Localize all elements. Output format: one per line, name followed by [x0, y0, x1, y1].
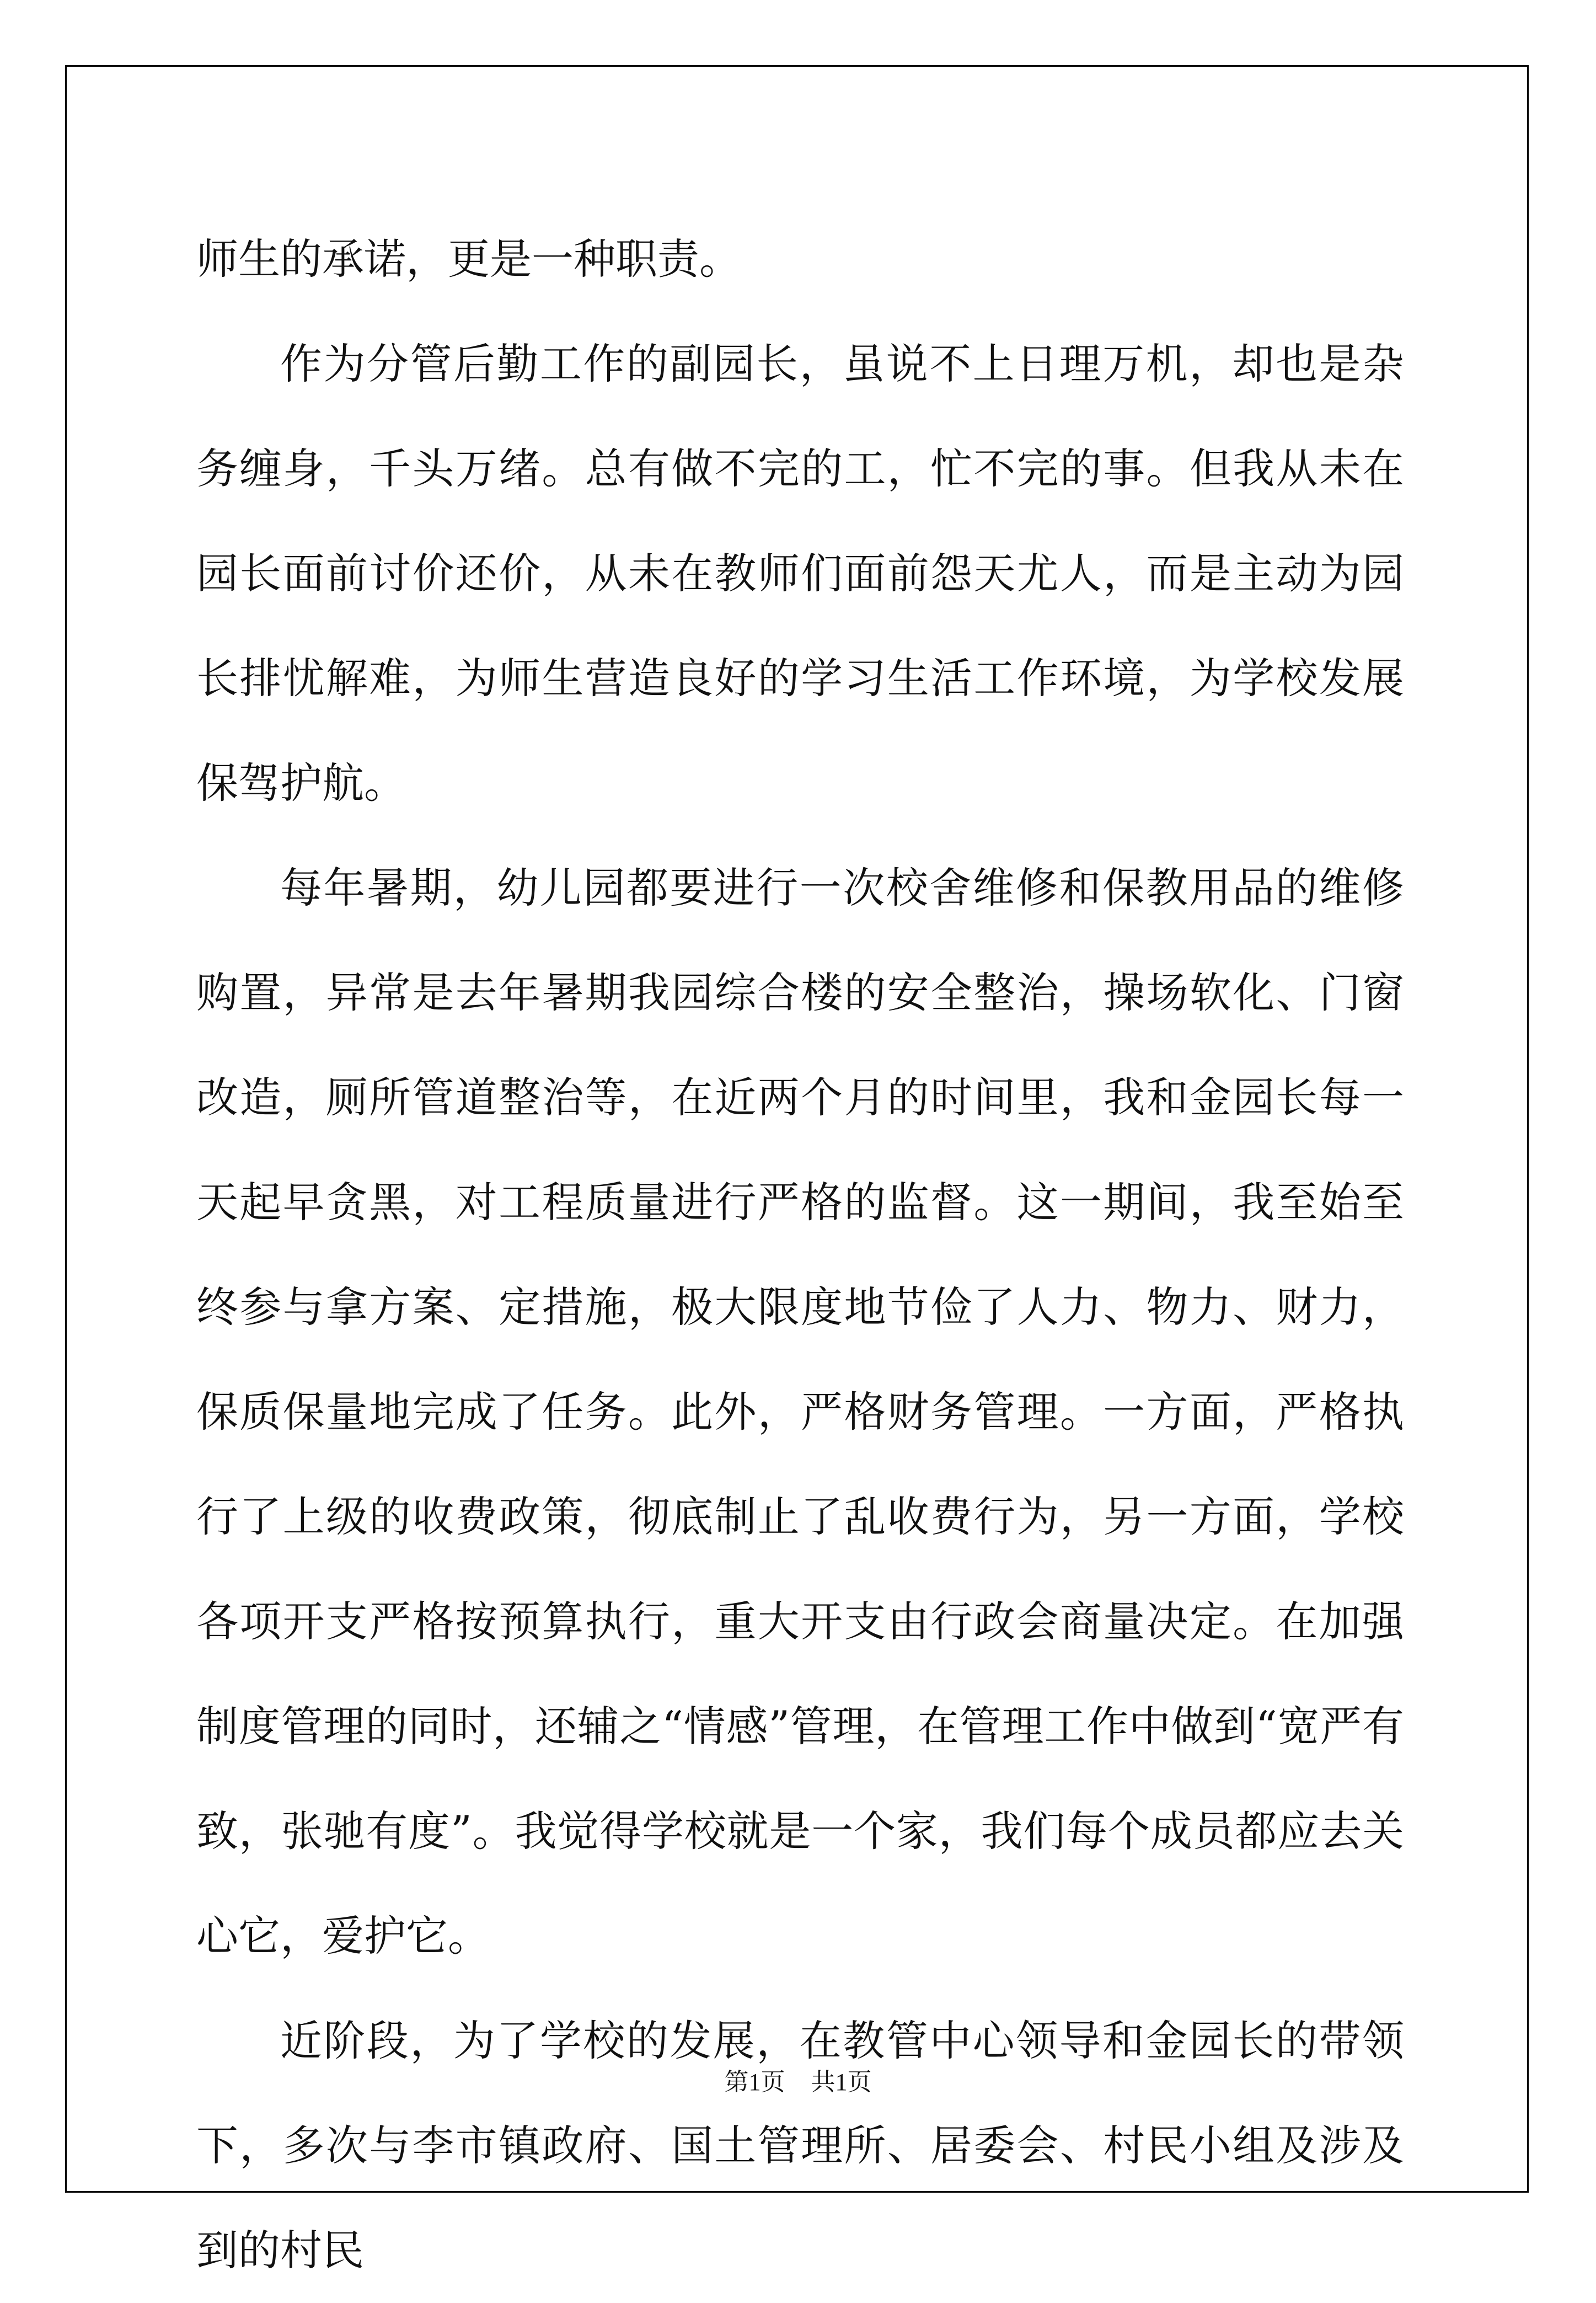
page-footer	[0, 2066, 1596, 2099]
document-body	[196, 207, 1404, 2303]
paragraph-1: 师生的承诺，更是一种职责。	[196, 234, 741, 284]
paragraph-4: 近阶段，为了学校的发展，在教管中心领导和金园长的带领下，多次与李市镇政府、国土管理所、居委会、村民小组及涉及到的村民	[196, 2016, 1404, 2275]
page-total: 共1页	[811, 2069, 872, 2096]
paragraph-2: 作为分管后勤工作的副园长，虽说不上日理万机，却也是杂务缠身，千头万绪。总有做不完的工，忙不完的事。但我从未在园长面前讨价还价，从未在教师们面前怨天尤人，而是主动为园长排忧解难，为师生营造良好的学习生活工作环境，为学校发展保驾护航。	[196, 339, 1404, 808]
paragraph-3: 每年暑期，幼儿园都要进行一次校舍维修和保教用品的维修购置，异常是去年暑期我园综合楼的安全整治，操场软化、门窗改造，厕所管道整治等，在近两个月的时间里，我和金园长每一天起早贪黑，对工程质量进行严格的监督。这一期间，我至始至终参与拿方案、定措施，极大限度地节俭了人力、物力、财力，保质保量地完成了任务。此外，严格财务管理。一方面，严格执行了上级的收费政策，彻底制止了乱收费行为，另一方面，学校各项开支严格按预算执行，重大开支由行政会商量决定。在加强制度管理的同时，还辅之“情感”管理，在管理工作中做到“宽严有致，张驰有度”。我觉得学校就是一个家，我们每个成员都应去关心它，爱护它。	[196, 863, 1404, 1960]
page-number: 第1页	[724, 2069, 785, 2096]
